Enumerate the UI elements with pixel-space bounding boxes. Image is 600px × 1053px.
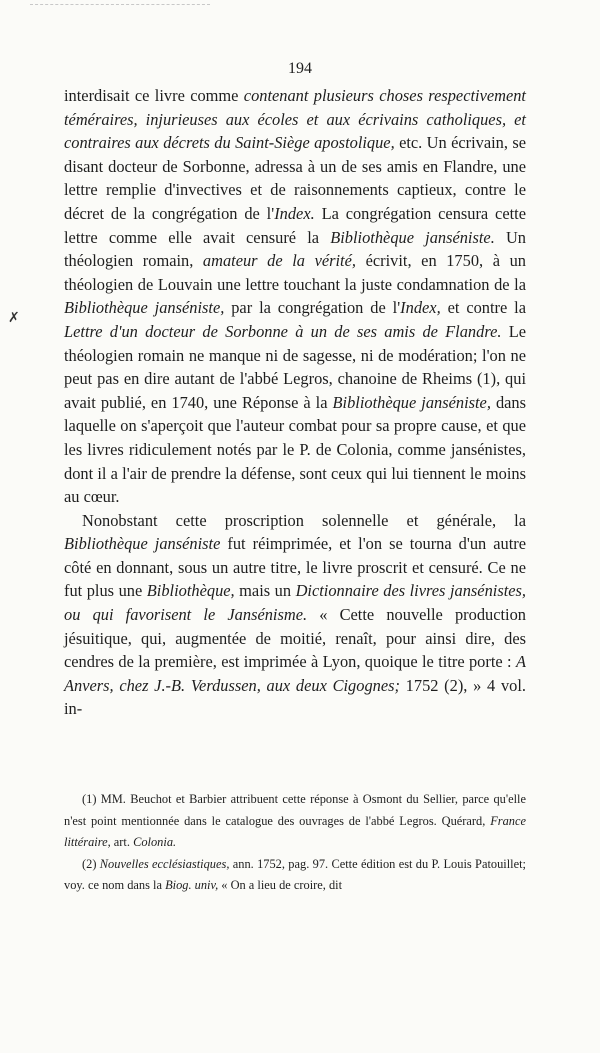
footnote-1: (1) MM. Beuchot et Barbier attribuent cette réponse à Osmont du Sellier, parce qu'elle n'est point mentionnée dans le catalogue des ouvrages de l'abbé Legros. Quérard, France littéraire, art. Colonia. <box>64 792 526 849</box>
scan-artifact <box>30 4 210 5</box>
page-number: 194 <box>288 60 312 77</box>
paragraph: Nonobstant cette proscription solennelle et générale, la Bibliothèque janséniste fut réimprimée, et l'on se tourna d'un autre côté en donnant, sous un autre titre, le livre proscrit et censuré. Ce ne fut plus une Bibliothèque, mais un Dictionnaire des livres jansénistes, ou qui favorisent le Jansénisme. « Cette nouvelle production jésuitique, qui, augmentée de moitié, renaît, pour ainsi dire, des cendres de la première, est imprimée à Lyon, quoique le titre porte : A Anvers, chez J.-B. Verdussen, aux deux Cigognes; 1752 (2), » 4 vol. in- <box>64 510 526 719</box>
footnotes <box>64 789 526 897</box>
margin-mark-icon: ✗ <box>8 311 20 326</box>
footnote-2: (2) Nouvelles ecclésiastiques, ann. 1752, pag. 97. Cette édition est du P. Louis Patouillet; voy. ce nom dans la Biog. univ, « On a lieu de croire, dit <box>64 856 526 892</box>
body-text <box>64 84 526 721</box>
paragraph-continued: interdisait ce livre comme contenant plusieurs choses respectivement téméraires, injurieuses aux écoles et aux écrivains catholiques, et contraires aux décrets du Saint-Siège apostolique, etc. Un écrivain, se disant docteur de Sorbonne, adressa à un de ses amis en Flandre, une lettre remplie d'invectives et de raisonnements captieux, contre le décret de la congrégation de l'Index. La congrégation censura cette lettre comme elle avait censuré la Bibliothèque janséniste. Un théologien romain, amateur de la vérité, écrivit, en 1750, à un théologien de Louvain une lettre touchant la juste condamnation de la Bibliothèque janséniste, par la congrégation de l'Index, et contre la Lettre d'un docteur de Sorbonne à un de ses amis de Flandre. Le théologien romain ne manque ni de sagesse, ni de modération; l'on ne peut pas en dire autant de l'abbé Legros, chanoine de Rheims (1), qui avait publié, en 1740, une Réponse à la Bibliothèque janséniste, dans laquelle on s'aperçoit que l'auteur combat pour sa propre cause, et que les livres ridiculement notés par le P. de Colonia, comme jansénistes, dont il a l'air de prendre la défense, sont ceux qui lui tiennent le moins au cœur. <box>64 86 527 507</box>
